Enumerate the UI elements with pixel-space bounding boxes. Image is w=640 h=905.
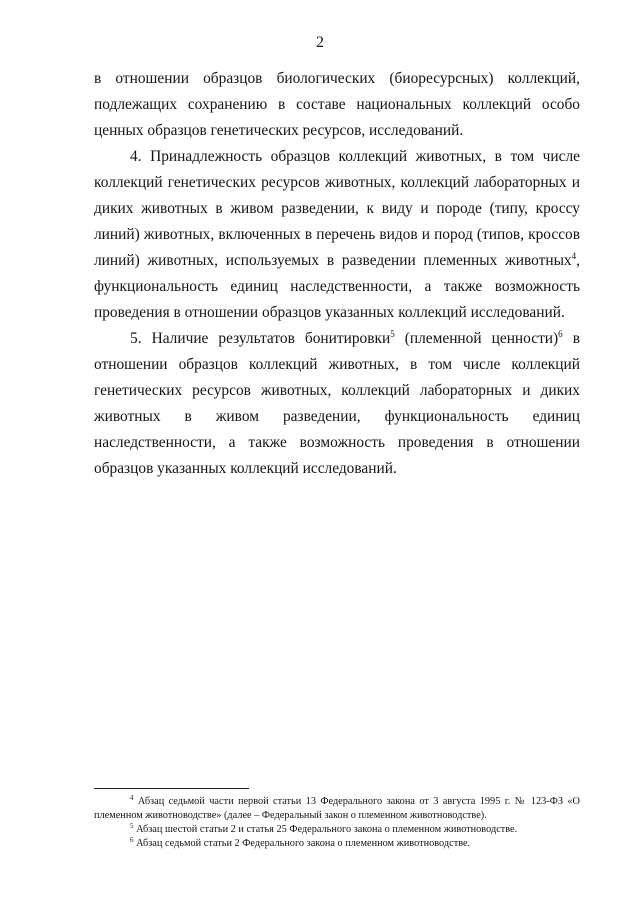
footnote-text: Абзац шестой статьи 2 и статья 25 Федерального закона о племенном животноводстве. [133,824,518,835]
paragraph-continuation: в отношении образцов биологических (биоресурсных) коллекций, подлежащих сохранению в составе национальных коллекций особо ценных образцов генетических ресурсов, исследований. [94,70,580,139]
footnote-text: Абзац седьмой части первой статьи 13 Федерального закона от 3 августа 1995 г. № 123-ФЗ «О племенном животноводстве» (далее – Федеральный закон о племенном животноводстве). [94,796,580,821]
footnotes [94,795,580,851]
paragraph-item-5 [94,326,580,482]
footnote-mark: 6 [130,836,134,844]
footnote-mark: 5 [130,822,134,830]
footnote-text: Абзац седьмой статьи 2 Федерального закона о племенном животноводстве. [133,838,471,849]
footnote-4 [94,795,580,823]
footnote-5 [94,823,580,837]
page-number: 2 [316,34,324,51]
body-text [94,66,580,482]
footnote-reference[interactable]: 6 [558,329,563,339]
footnote-6 [94,837,580,851]
footnote-reference[interactable]: 4 [571,251,577,261]
footnote-mark: 4 [130,794,134,802]
paragraph-text: (племенной ценности) [394,330,559,347]
paragraph-text: 5. Наличие результатов бонитировки [130,330,391,347]
paragraph-text: , функциональность единиц наследственности, а также возможность проведения в отношении образцов указанных коллекций исследований. [94,252,580,321]
paragraph-item-4 [94,144,580,326]
footnote-separator [94,788,249,789]
paragraph-text: 4. Принадлежность образцов коллекций животных, в том числе коллекций генетических ресурсов животных, коллекций лабораторных и диких животных в живом разведении, к виду и породе (типу, кроссу линий) животных, включенных в перечень видов и пород (типов, кроссов линий) животных, используемых в разведении племенных животных [94,148,580,269]
paragraph-text: в отношении образцов коллекций животных, в том числе коллекций генетических ресурсов животных, коллекций лабораторных и диких животных в живом разведении, функциональность единиц наследственности, а также возможность проведения в отношении образцов указанных коллекций исследований. [94,330,580,477]
footnote-reference[interactable]: 5 [390,329,395,339]
